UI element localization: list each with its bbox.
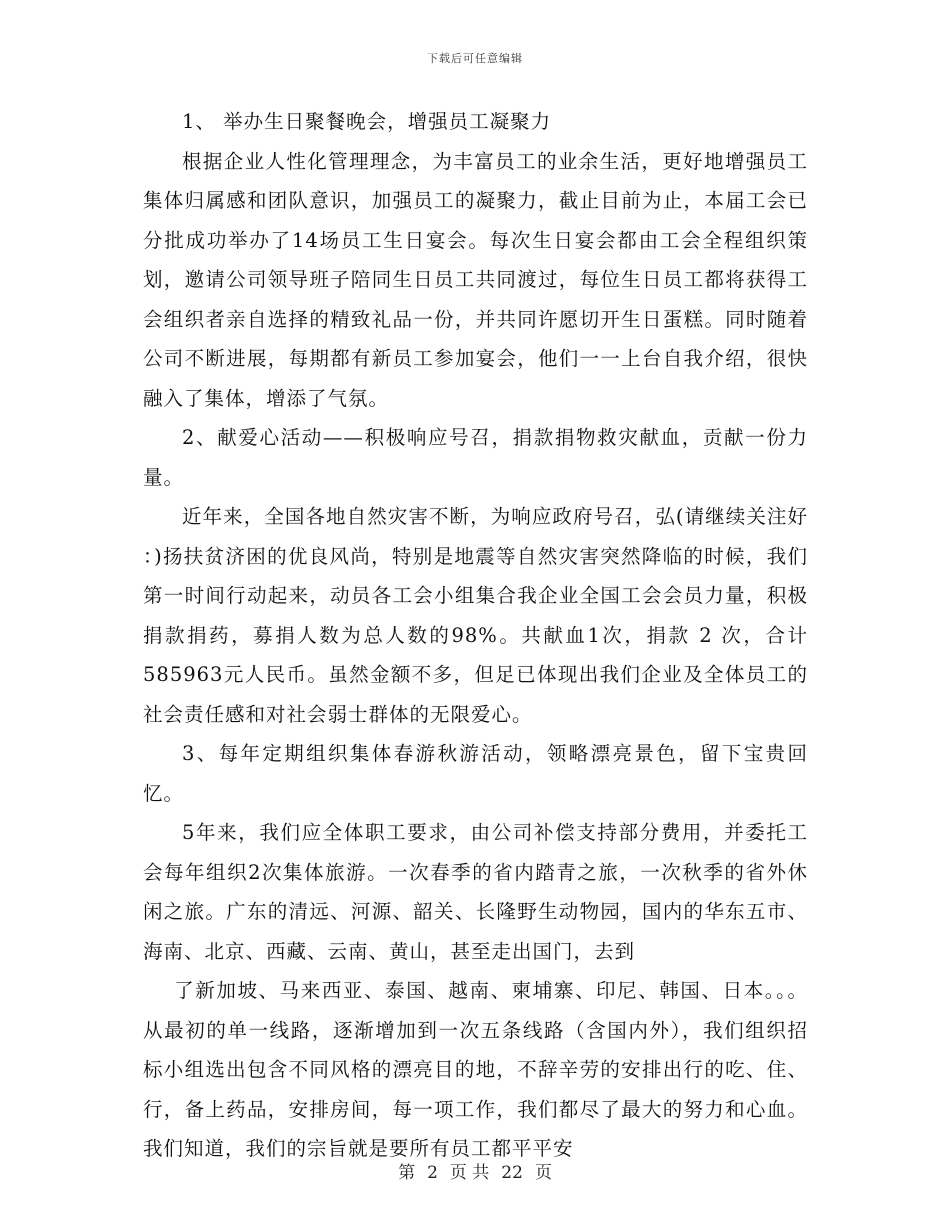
page-number: 2 <box>427 1163 438 1183</box>
page-suffix: 页 <box>534 1163 552 1183</box>
section-heading-2: 2、献爱心活动——积极响应号召，捐款捐物救灾献血，贡献一份力量。 <box>143 426 808 489</box>
section-heading-3: 3、每年定期组织集体春游秋游活动，领略漂亮景色，留下宝贵回忆。 <box>143 742 808 805</box>
page-footer <box>0 1158 950 1183</box>
paragraph-travel-continued: 了新加坡、马来西亚、泰国、越南、柬埔寨、印尼、韩国、日本。。。从最初的单一线路，逐渐增加到一次五条线路（含国内外），我们组织招标小组选出包含不同风格的漂亮目的地，不辞辛劳的安排出行的吃、住、行，备上药品，安排房间，每一项工作，我们都尽了最大的努力和心血。我们知道，我们的宗旨就是要所有员工都平平安 <box>143 979 808 1160</box>
paragraph-travel: 5年来，我们应全体职工要求，由公司补偿支持部分费用，并委托工会每年组织2次集体旅游。一次春季的省内踏青之旅，一次秋季的省外休闲之旅。广东的清远、河源、韶关、长隆野生动物园，国内的华东五市、海南、北京、西藏、云南、黄山，甚至走出国门，去到 <box>143 821 808 963</box>
page-prefix: 第 <box>398 1163 416 1183</box>
page-mid: 页 共 <box>449 1163 490 1183</box>
total-pages: 22 <box>501 1163 523 1183</box>
section-heading-1: 1、 举办生日聚餐晚会，增强员工凝聚力 <box>182 110 552 133</box>
paragraph-birthday-events: 根据企业人性化管理理念，为丰富员工的业余生活，更好地增强员工集体归属感和团队意识，加强员工的凝聚力，截止目前为止，本届工会已分批成功举办了14场员工生日宴会。每次生日宴会都由工会全程组织策划，邀请公司领导班子陪同生日员工共同渡过，每位生日员工都将获得工会组织者亲自选择的精致礼品一份，并共同许愿切开生日蛋糕。同时随着公司不断进展，每期都有新员工参加宴会，他们一一上台自我介绍，很快融入了集体，增添了气氛。 <box>143 149 808 410</box>
document-body <box>143 102 808 1169</box>
paragraph-charity: 近年来，全国各地自然灾害不断，为响应政府号召，弘(请继续关注好 ：)扬扶贫济困的优良风尚，特别是地震等自然灾害突然降临的时候，我们第一时间行动起来，动员各工会小组集合我企业全国工会会员力量，积极捐款捐药，募捐人数为总人数的98%。共献血1次，捐款 2 次，合计585963元人民币。虽然金额不多，但足已体现出我们企业及全体员工的社会责任感和对社会弱士群体的无限爱心。 <box>143 505 808 726</box>
page-header-note: 下载后可任意编辑 <box>427 52 523 65</box>
